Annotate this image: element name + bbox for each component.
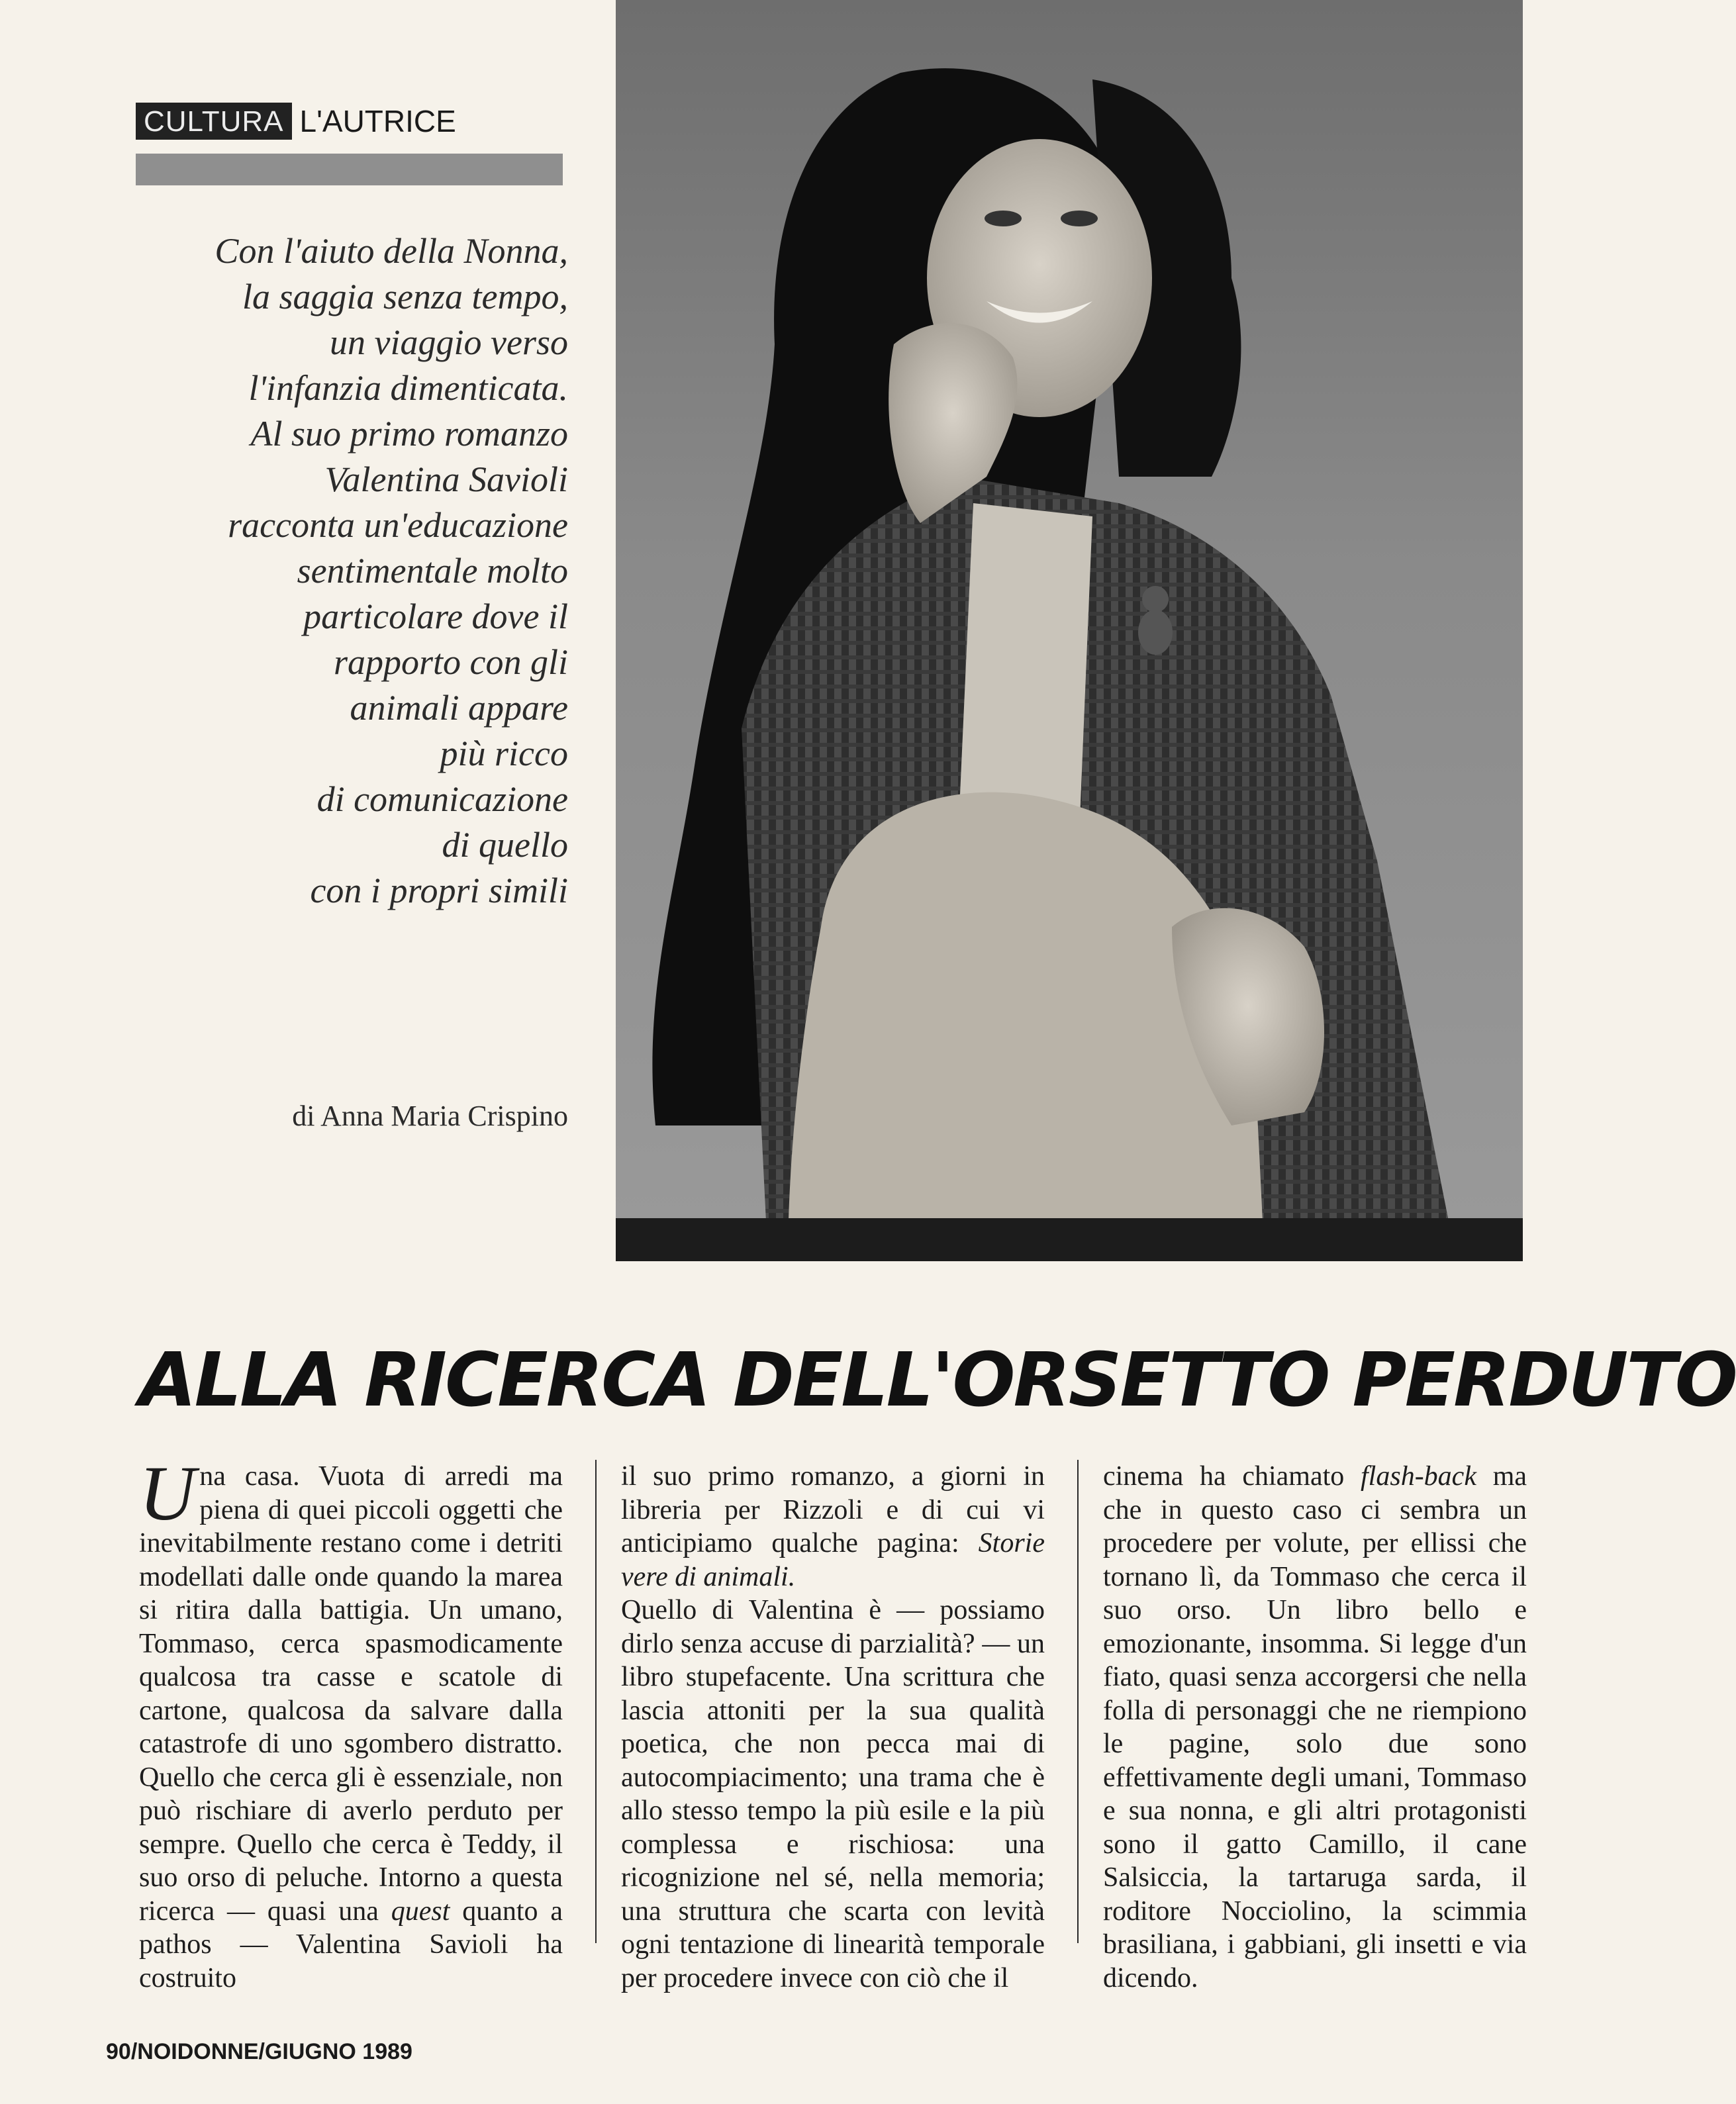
text-run: ma che in questo caso ci sembra un procedere per volute, per ellissi che tornano lì, da Tommaso che cerca il suo orso. Un libro bello e emozionante, insomma. Si legge d'un fiato, quasi senza accorgersi che nella folla di personaggi che ne riempiono le pagine, solo due sono effettivamente degli umani, Tommaso e sua nonna, e gli altri protagonisti sono il gatto Camillo, il cane Salsiccia, la tartaruga sarda, il roditore Nocciolino, la scimmia brasiliana, i gabbiani, gli insetti e via dicendo. [1103,1461,1527,1993]
headline: ALLA RICERCA DELL'ORSETTO PERDUTO [139,1337,1736,1423]
paragraph [1103,1460,1527,1995]
deck-line: di quello [442,825,568,865]
text-run: quanto a pathos — Valentina Savioli ha costruito [139,1895,563,1993]
deck-line: un viaggio verso [330,322,568,362]
paragraph: Quello di Valentina è — possiamo dirlo senza accuse di parzialità? — un libro stupefacente. Una scrittura che lascia attoniti per la sua qualità poetica, che non pecca mai di autocompiacimento; una trama che è allo stesso tempo la più esile e la più complessa e rischiosa: una ricognizione nel sé, nella memoria; una struttura che scarta con levità ogni tentazione di linearità temporale per procedere invece con ciò che il [621,1595,1045,1993]
deck-line: Valentina Savioli [324,459,568,499]
deck-line: l'infanzia dimenticata. [248,368,568,408]
page-footer: 90/NOIDONNE/GIUGNO 1989 [106,2039,412,2064]
drop-cap: U [139,1450,196,1537]
deck-line: con i propri simili [310,871,568,910]
deck-line: rapporto con gli [333,642,568,682]
article-deck [105,228,568,914]
byline: di Anna Maria Crispino [292,1100,568,1132]
deck-line: racconta un'educazione [228,505,568,545]
paragraph [139,1450,563,1995]
emphasis: flash-back [1361,1461,1476,1492]
deck-line: la saggia senza tempo, [242,277,568,316]
article-column-2 [621,1460,1045,1995]
deck-line: Al suo primo romanzo [250,414,568,454]
author-photo [616,0,1523,1261]
header-bar [136,154,563,185]
deck-line: di comunicazione [316,779,568,819]
deck-line: più ricco [440,734,568,773]
deck-line: sentimentale molto [297,551,568,591]
deck-line: animali appare [350,688,568,728]
column-divider [1077,1460,1079,1943]
emphasis: quest [391,1895,450,1927]
article-column-1 [139,1450,563,1995]
text-run: na casa. Vuota di arredi ma piena di quei piccoli oggetti che inevitabilmente restano come i detriti modellati dalle onde quando la marea si ritira dalla battigia. Un umano, Tommaso, cerca spasmodicamente qualcosa tra casse e scatole di cartone, qualcosa da salvare dalla catastrofe di uno sgombero distratto. Quello che cerca gli è essenziale, non può rischiare di averlo perduto per sempre. Quello che cerca è Teddy, il suo orso di peluche. Intorno a questa ricerca — quasi una [139,1461,563,1927]
section-subtitle: L'AUTRICE [299,104,456,138]
text-run: cinema ha chiamato [1103,1461,1361,1492]
section-tag: CULTURA [136,103,292,140]
deck-line: particolare dove il [303,597,568,636]
paragraph [621,1460,1045,1594]
deck-line: Con l'aiuto della Nonna, [215,231,568,271]
article-column-3 [1103,1460,1527,1995]
text-run: il suo primo romanzo, a giorni in libreria per Rizzoli e di cui vi anticipiamo qualche pagina: [621,1461,1045,1558]
column-divider [595,1460,597,1943]
author-photo-illustration [616,0,1523,1261]
section-header [136,103,456,140]
emphasis: Storie vere di animali. [621,1528,1045,1592]
article-body [139,1450,1529,1993]
